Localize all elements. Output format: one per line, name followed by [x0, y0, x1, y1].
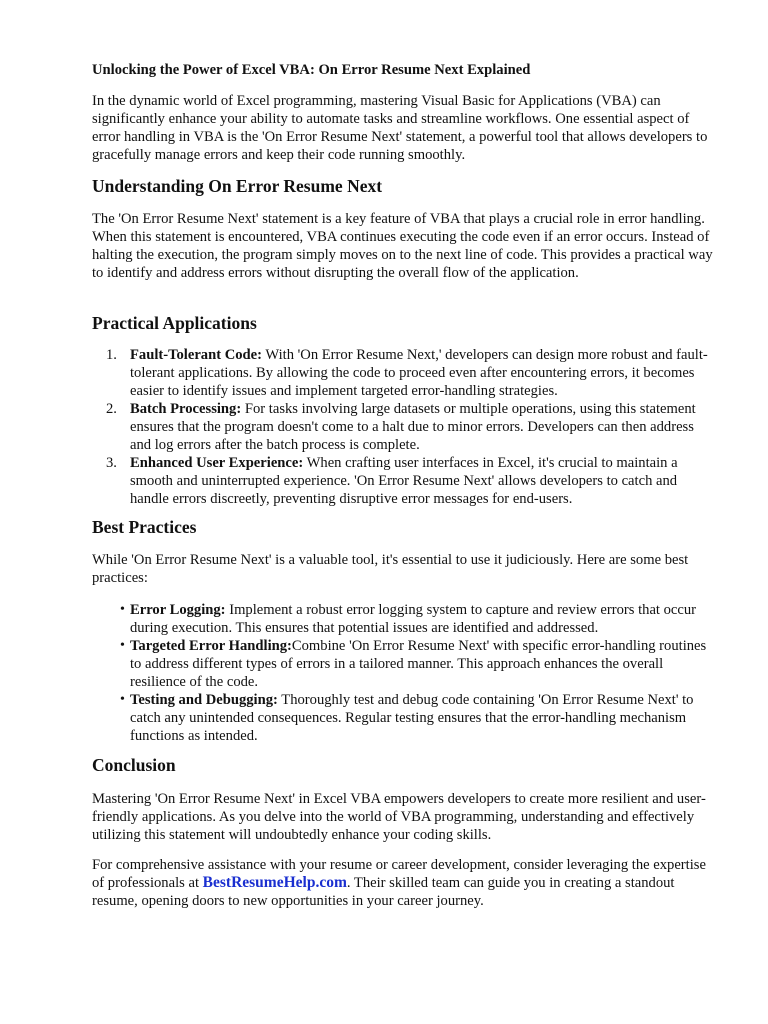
closing-paragraph	[92, 856, 716, 910]
list-item	[92, 637, 716, 691]
item-text: Thoroughly test and debug code containing 'On Error Resume Next' to catch any unintended consequences. Regular testing ensures that the error-handling mechanism functions as intended.	[130, 692, 694, 744]
item-text: When crafting user interfaces in Excel, it's crucial to maintain a smooth and uninterrupted experience. 'On Error Resume Next' allows developers to catch and handle errors discreetly, preventing disruptive error messages for end-users.	[130, 455, 678, 507]
list-item	[92, 346, 716, 400]
list-number: 3.	[106, 455, 117, 471]
heading-best-practices: Best Practices	[92, 517, 197, 537]
best-practices-paragraph: While 'On Error Resume Next' is a valuable tool, it's essential to use it judiciously. Here are some best practices:	[92, 552, 689, 586]
best-practices-list	[92, 601, 716, 745]
item-text: With 'On Error Resume Next,' developers can design more robust and fault-tolerant applications. By allowing the code to proceed even after encountering errors, it becomes easier to identify issues and implement targeted error-handling strategies.	[130, 347, 708, 399]
bullet-icon: •	[120, 638, 125, 653]
list-item	[92, 400, 716, 454]
item-term: Testing and Debugging:	[130, 692, 278, 708]
list-item	[92, 454, 716, 508]
heading-conclusion: Conclusion	[92, 755, 176, 775]
heading-understanding: Understanding On Error Resume Next	[92, 176, 383, 196]
closing-text: . Their skilled team can guide you in creating a standout resume, opening doors to new opportunities in your career journey.	[92, 875, 675, 909]
conclusion-paragraph: Mastering 'On Error Resume Next' in Excel VBA empowers developers to create more resilient and user-friendly applications. As you delve into the world of VBA programming, understanding and effectively utilizing this statement will undoubtedly enhance your coding skills.	[92, 791, 706, 843]
bullet-icon: •	[120, 602, 125, 617]
item-term: Fault-Tolerant Code:	[130, 347, 263, 363]
item-term: Error Logging:	[130, 602, 226, 618]
understanding-paragraph: The 'On Error Resume Next' statement is a key feature of VBA that plays a crucial role in error handling. When this statement is encountered, VBA continues executing the code even if an error occurs. Instead of halting the execution, the program simply moves on to the next line of code. This provides a practical way to identify and address errors without disrupting the overall flow of the application.	[92, 211, 713, 281]
intro-paragraph: In the dynamic world of Excel programming, mastering Visual Basic for Applications (VBA) can significantly enhance your ability to automate tasks and streamline workflows. One essential aspect of error handling in VBA is the 'On Error Resume Next' statement, a powerful tool that allows developers to gracefully manage errors and keep their code running smoothly.	[92, 93, 708, 163]
practical-list	[92, 346, 716, 508]
item-text: Implement a robust error logging system to capture and review errors that occur during execution. This ensures that potential issues are identified and addressed.	[130, 602, 697, 636]
bestresumehelp-link[interactable]: BestResumeHelp.com	[202, 874, 347, 891]
list-number: 2.	[106, 401, 117, 417]
list-item	[92, 691, 716, 745]
closing-text: For comprehensive assistance with your resume or career development, consider leveraging the expertise of professionals at	[92, 857, 706, 891]
bullet-icon: •	[120, 692, 125, 707]
heading-practical: Practical Applications	[92, 313, 257, 333]
item-text: For tasks involving large datasets or multiple operations, using this statement ensures that the program doesn't come to a halt due to minor errors. Developers can then address and log errors after the batch process is complete.	[130, 401, 696, 453]
list-number: 1.	[106, 347, 117, 363]
item-text: Combine 'On Error Resume Next' with specific error-handling routines to address different types of errors in a tailored manner. This approach enhances the overall resilience of the code.	[130, 638, 707, 690]
document-title: Unlocking the Power of Excel VBA: On Error Resume Next Explained	[92, 62, 531, 78]
list-item	[92, 601, 716, 637]
item-term: Batch Processing:	[130, 401, 242, 417]
item-term: Enhanced User Experience:	[130, 455, 304, 471]
item-term: Targeted Error Handling:	[130, 638, 292, 654]
